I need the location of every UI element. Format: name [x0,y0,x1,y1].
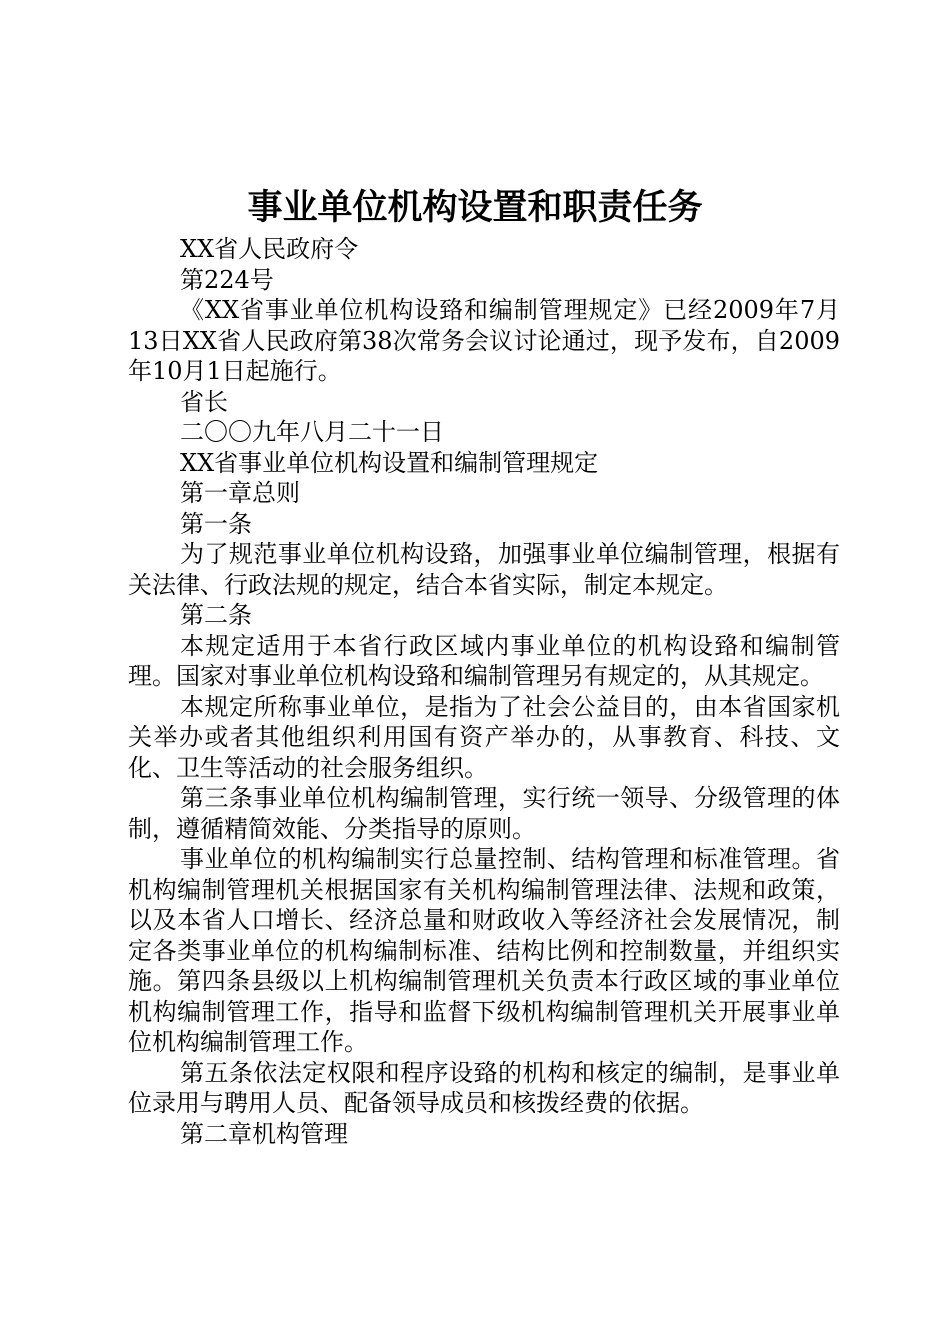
paragraph: 二〇〇九年八月二十一日 [180,418,444,446]
document-title: 事业单位机构设置和职责任务 [247,187,703,228]
paragraph: 本规定所称事业单位，是指为了社会公益目的，由本省国家机关举办或者其他组织利用国有资产举办的，从事教育、科技、文化、卫生等活动的社会服务组织。 [128,692,840,782]
paragraph: 本规定适用于本省行政区域内事业单位的机构设臵和编制管理。国家对事业单位机构设臵和编制管理另有规定的，从其规定。 [128,631,840,690]
paragraph: 省长 [180,387,228,416]
paragraph: 第二条 [180,601,252,629]
paragraph: 第224号 [180,265,274,294]
paragraph: 第一章总则 [180,479,300,507]
paragraph: XX省事业单位机构设置和编制管理规定 [180,448,599,477]
paragraph: 第一条 [180,509,252,538]
paragraph: 第三条事业单位机构编制管理，实行统一领导、分级管理的体制，遵循精简效能、分类指导的原则。 [128,784,840,843]
paragraph: 第二章机构管理 [180,1119,348,1148]
paragraph: 为了规范事业单位机构设臵，加强事业单位编制管理，根据有关法律、行政法规的规定，结合本省实际，制定本规定。 [128,540,840,599]
paragraph: 事业单位的机构编制实行总量控制、结构管理和标准管理。省机构编制管理机关根据国家有关机构编制管理法律、法规和政策，以及本省人口增长、经济总量和财政收入等经济社会发展情况，制定各类事业单位的机构编制标准、结构比例和控制数量，并组织实施。第四条县级以上机构编制管理机关负责本行政区域的事业单位机构编制管理工作，指导和监督下级机构编制管理机关开展事业单位机构编制管理工作。 [128,845,840,1056]
paragraph: 《XX省事业单位机构设臵和编制管理规定》已经2009年7月13日XX省人民政府第38次常务会议讨论通过，现予发布，自2009年10月1日起施行。 [128,296,840,385]
paragraph: 第五条依法定权限和程序设臵的机构和核定的编制，是事业单位录用与聘用人员、配备领导成员和核拨经费的依据。 [128,1058,840,1117]
paragraph: XX省人民政府令 [180,235,359,263]
document-body [128,234,840,1149]
